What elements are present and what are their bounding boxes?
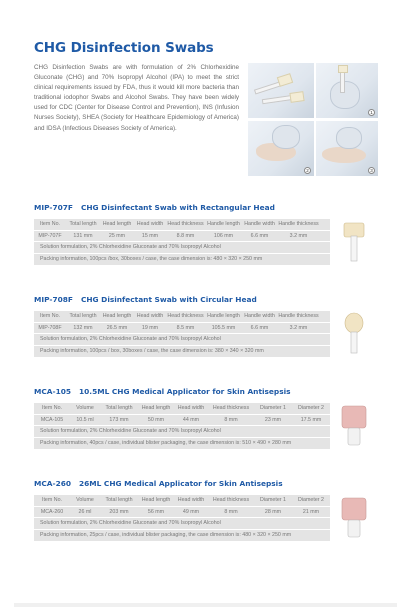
column-header: Volume	[76, 405, 94, 412]
table-cell: 132 mm	[73, 324, 93, 331]
column-header: Handle length	[207, 313, 240, 320]
table-cell: 173 mm	[109, 416, 129, 423]
table-cell: 8.8 mm	[176, 232, 195, 239]
column-header: Handle length	[207, 221, 240, 228]
packing-row	[34, 254, 330, 266]
applicator-icon	[332, 495, 376, 539]
table-cell: 50 mm	[147, 416, 165, 423]
table-header-row	[34, 495, 330, 507]
table-header-row	[34, 403, 330, 415]
table-cell: MIP-707F	[38, 232, 62, 239]
table-cell: 203 mm	[109, 508, 129, 515]
packing-row	[34, 346, 330, 358]
solution-row	[34, 334, 330, 346]
spec-table	[34, 495, 330, 541]
column-header: Total length	[105, 405, 133, 412]
usage-photos	[248, 63, 378, 179]
column-header: Handle width	[244, 221, 275, 228]
table-cell: MIP-708F	[38, 324, 62, 331]
photo-step-3	[316, 121, 378, 176]
table-cell: 3.2 mm	[289, 324, 308, 331]
table-row	[34, 323, 330, 335]
column-header: Handle thickness	[278, 313, 319, 320]
column-header: Total length	[69, 221, 97, 228]
column-header: Head thickness	[167, 221, 204, 228]
table-cell: 8 mm	[224, 508, 238, 515]
photo-step-2	[248, 121, 314, 176]
column-header: Handle thickness	[278, 221, 319, 228]
table-cell: 106 mm	[213, 232, 234, 239]
spec-table	[34, 311, 330, 357]
table-cell: 10.5 ml	[76, 416, 94, 423]
column-header: Diameter 2	[298, 497, 324, 504]
table-cell: 105.5 mm	[211, 324, 236, 331]
page-footer-band	[14, 603, 397, 607]
product-title: MCA-260 26ML CHG Medical Applicator for Skin Antisepsis	[34, 479, 283, 488]
table-cell: 21 mm	[302, 508, 320, 515]
column-header: Head thickness	[212, 405, 250, 412]
column-header: Head width	[177, 497, 205, 504]
page-title: CHG Disinfection Swabs	[34, 40, 214, 56]
column-header: Total length	[105, 497, 133, 504]
solution-row	[34, 518, 330, 530]
product-title: MIP-708F CHG Disinfectant Swab with Circular Head	[34, 295, 257, 304]
packing-text: Packing information, 25pcs / case, individual blister packaging, the case dimension is: 480 × 320 × 250 mm	[40, 532, 292, 539]
photo-step-1	[316, 63, 378, 118]
table-cell: 3.2 mm	[289, 232, 308, 239]
table-cell: 15 mm	[141, 232, 159, 239]
column-header: Head width	[136, 313, 164, 320]
packing-text: Packing information, 100pcs /box, 30boxes / case, the case dimension is: 480 × 320 × 250 mm	[40, 256, 263, 263]
packing-text: Packing information, 100pcs / box, 30boxes / case, the case dimension is: 380 × 340 × 320 mm	[40, 348, 264, 355]
step-number: 1	[368, 109, 375, 116]
column-header: Item No.	[39, 313, 61, 320]
table-cell: 26.5 mm	[106, 324, 128, 331]
table-cell: 49 mm	[182, 508, 200, 515]
table-cell: 131 mm	[73, 232, 93, 239]
table-cell: 23 mm	[264, 416, 282, 423]
table-cell: 26 ml	[78, 508, 92, 515]
solution-row	[34, 426, 330, 438]
table-cell: 19 mm	[141, 324, 159, 331]
column-header: Head thickness	[167, 313, 204, 320]
table-cell: 17.5 mm	[300, 416, 322, 423]
solution-text: Solution formulation, 2% Chlorhexidine Gluconate and 70% Isopropyl Alcohol	[40, 336, 221, 343]
column-header: Head length	[141, 405, 171, 412]
table-cell: MCA-105	[40, 416, 64, 423]
table-cell: 8.5 mm	[176, 324, 195, 331]
packing-row	[34, 438, 330, 450]
rectangular-head-swab-icon	[332, 219, 376, 263]
column-header: Item No.	[39, 221, 61, 228]
circular-head-swab-icon	[332, 311, 376, 355]
table-cell: 6.6 mm	[250, 232, 269, 239]
intro-paragraph: CHG Disinfection Swabs are with formulation of 2% Chlorhexidine Gluconate (CHG) and 70% Isopropyl Alcohol (IPA) to meet the strict clinical requirements issued by FDA, thus it would kill more bacteria than traditional iodophor Swabs and Alcohol Swabs. They have been widely used for CDC (Center for Disease Control and Prevention), INS (Infusion Nurses Society), SHEA (Society for Healthcare Epidemiology of America) and IDSA (Infectious Diseases Society of America).	[34, 64, 239, 132]
product-title: MCA-105 10.5ML CHG Medical Applicator for Skin Antisepsis	[34, 387, 291, 396]
column-header: Head width	[136, 221, 164, 228]
table-cell: 25 mm	[108, 232, 126, 239]
spec-table	[34, 219, 330, 265]
column-header: Head thickness	[212, 497, 250, 504]
solution-text: Solution formulation, 2% Chlorhexidine Gluconate and 70% Isopropyl Alcohol	[40, 244, 221, 251]
table-header-row	[34, 311, 330, 323]
column-header: Diameter 1	[260, 405, 286, 412]
solution-row	[34, 242, 330, 254]
column-header: Head length	[102, 221, 132, 228]
table-cell: 28 mm	[264, 508, 282, 515]
product-title: MIP-707F CHG Disinfectant Swab with Rectangular Head	[34, 203, 275, 212]
applicator-icon	[332, 403, 376, 447]
table-row	[34, 231, 330, 243]
step-number: 2	[304, 167, 311, 174]
column-header: Handle width	[244, 313, 275, 320]
table-row	[34, 415, 330, 427]
solution-text: Solution formulation, 2% Chlorhexidine Gluconate and 70% Isopropyl Alcohol	[40, 520, 221, 527]
table-cell: 56 mm	[147, 508, 165, 515]
column-header: Total length	[69, 313, 97, 320]
column-header: Diameter 2	[298, 405, 324, 412]
table-row	[34, 507, 330, 519]
column-header: Head length	[102, 313, 132, 320]
column-header: Item No.	[41, 405, 63, 412]
table-header-row	[34, 219, 330, 231]
packing-text: Packing information, 40pcs / case, individual blister packaging, the case dimension is: 510 × 490 × 280 mm	[40, 440, 292, 447]
table-cell: 44 mm	[182, 416, 200, 423]
photo-swab-packets	[248, 63, 314, 118]
column-header: Volume	[76, 497, 94, 504]
packing-row	[34, 530, 330, 542]
spec-table	[34, 403, 330, 449]
column-header: Item No.	[41, 497, 63, 504]
solution-text: Solution formulation, 2% Chlorhexidine Gluconate and 70% Isopropyl Alcohol	[40, 428, 221, 435]
table-cell: 6.6 mm	[250, 324, 269, 331]
step-number: 3	[368, 167, 375, 174]
table-cell: 8 mm	[224, 416, 238, 423]
column-header: Diameter 1	[260, 497, 286, 504]
column-header: Head width	[177, 405, 205, 412]
column-header: Head length	[141, 497, 171, 504]
table-cell: MCA-260	[40, 508, 64, 515]
